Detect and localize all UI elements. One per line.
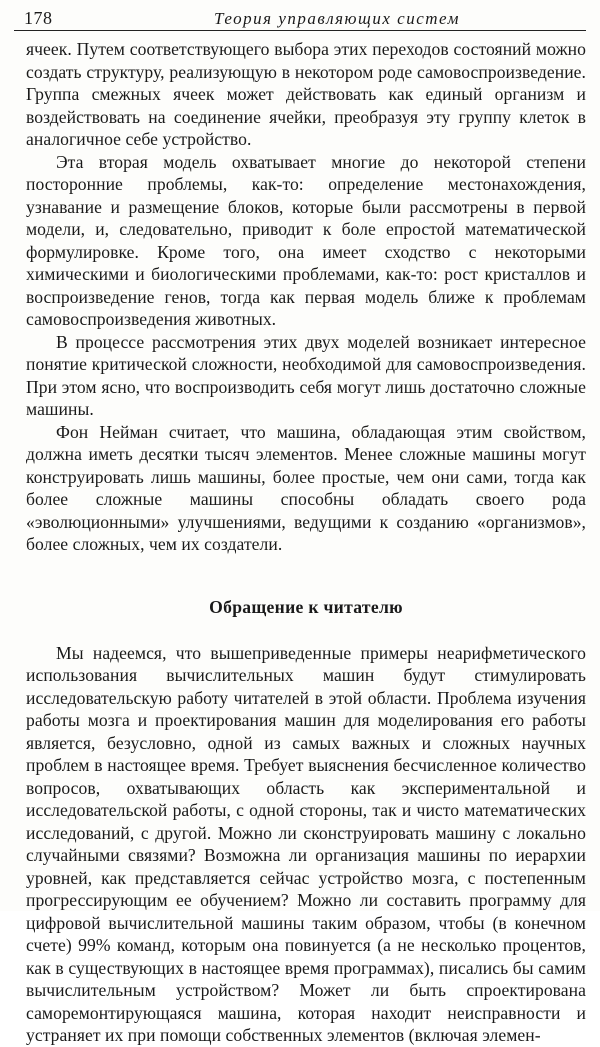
body-text [26,38,586,1047]
running-header [14,6,586,31]
paragraph: ячеек. Путем соответствующего выбора этих переходов состояний можно создать структуру, реализующую в некотором роде самовоспроизведение. Группа смежных ячеек может действовать как единый организм и воздействовать на соединение ячейки, преобразуя эту группу клеток в аналогичное себе устройство. [26,39,586,149]
paragraph: Эта вторая модель охватывает многие до некоторой степени посторонние проблемы, как-то: определение местонахождения, узнавание и размещение блоков, которые были рассмотрены в первой модели, и, следовательно, приводит к боле епростой математической формулировке. Кроме того, она имеет сходство с некоторыми химическими и биологическими проблемами, как-то: рост кристаллов и воспроизведение генов, тогда как первая модель ближе к проблемам самовоспроизведения животных. [26,151,586,329]
running-title: Теория управляющих систем [214,9,461,28]
paragraph: Мы надеемся, что вышеприведенные примеры неарифметического использования вычислительных машин будут стимулировать исследовательскую работу читателей в этой области. Проблема изучения работы мозга и проектирования машин для моделирования его работы является, безусловно, одной из самых важных и сложных научных проблем в настоящее время. Требует выяснения бесчисленное количество вопросов, охватывающих область как экспериментальной и исследовательской работы, с одной стороны, так и чисто математических исследований, с другой. Можно ли сконструировать машину с локально случайными связями? Возможна ли организация машины по иерархии уровней, как представляется сейчас устройство мозга, с постепенным прогрессирующим ее обучением? Можно ли составить программу для цифровой вычислительной машины таким образом, чтобы (в конечном счете) 99% команд, которым она повинуется (а не несколько процентов, как в существующих в настоящее время программах), писались бы самим вычислительным устройством? Может ли быть спроектирована саморемонтирующаяся машина, которая находит неисправности и устраняет их при помощи собственных элементов (включая элемен- [26,642,586,1045]
paragraph: В процессе рассмотрения этих двух моделей возникает интересное понятие критической сложности, необходимой для самовоспроизведения. При этом ясно, что воспроизводить себя могут лишь достаточно сложные машины. [26,331,586,419]
section-heading: Обращение к читателю [209,596,403,617]
page-number: 178 [24,8,53,28]
paragraph: Фон Нейман считает, что машина, обладающая этим свойством, должна иметь десятки тысяч элементов. Менее сложные машины могут конструировать лишь машины, более простые, чем они сами, тогда как более сложные машины способны обладать своего рода «эволюционными» улучшениями, ведущими к созданию «организмов», более сложных, чем их создатели. [26,421,586,554]
